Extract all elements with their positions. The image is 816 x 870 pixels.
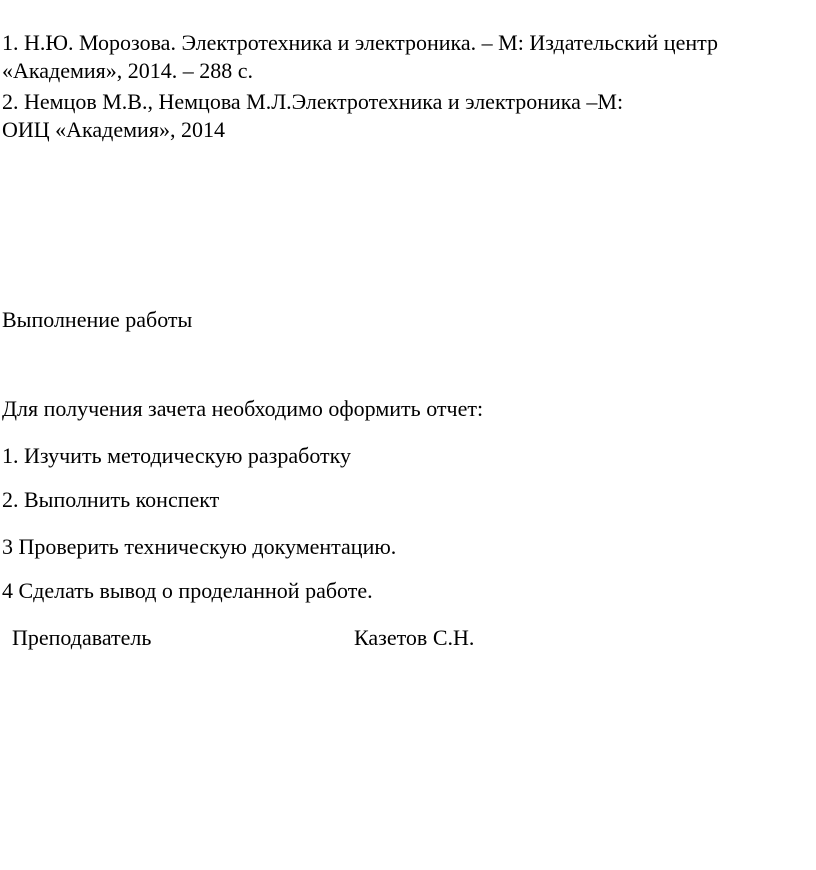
reference-2-line-1: 2. Немцов М.В., Немцова М.Л.Электротехника и электроника –М:	[2, 89, 624, 114]
reference-1-line-1: 1. Н.Ю. Морозова. Электротехника и электроника. – М: Издательский центр	[2, 30, 718, 55]
report-step: 4 Сделать вывод о проделанной работе.	[2, 578, 373, 603]
report-step: 2. Выполнить конспект	[2, 487, 220, 512]
signature-role: Преподаватель	[12, 625, 152, 650]
section-title: Выполнение работы	[2, 307, 193, 332]
reference-2-line-2: ОИЦ «Академия», 2014	[2, 117, 225, 142]
report-instructions-intro: Для получения зачета необходимо оформить отчет:	[2, 396, 484, 421]
report-step: 3 Проверить техническую документацию.	[2, 534, 397, 559]
reference-1-line-2: «Академия», 2014. – 288 с.	[2, 58, 254, 83]
signature-name: Казетов С.Н.	[354, 625, 475, 650]
report-step: 1. Изучить методическую разработку	[2, 443, 352, 468]
